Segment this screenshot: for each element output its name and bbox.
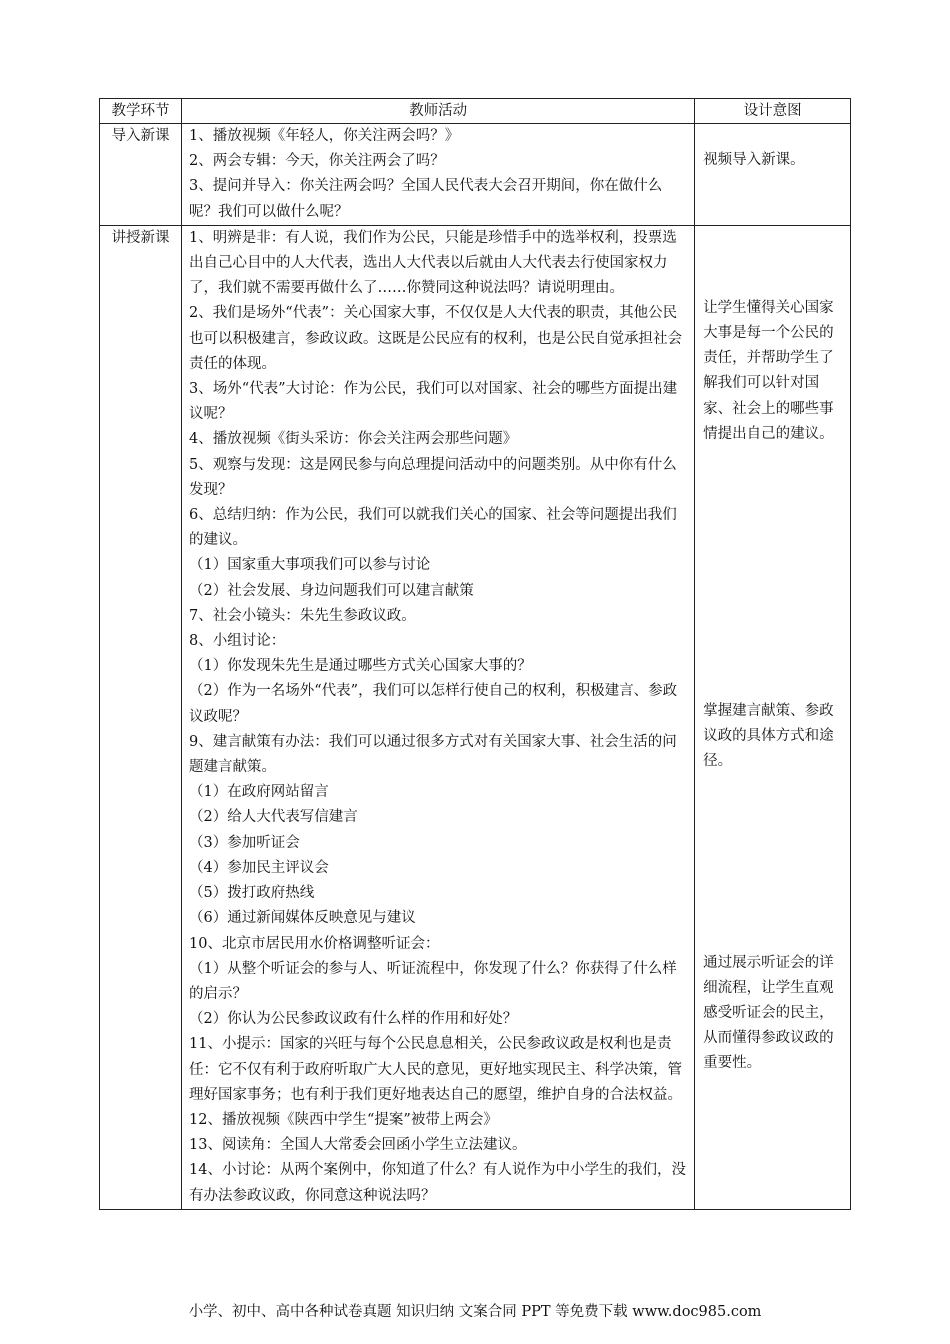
header-teacher-activity: 教师活动 [182, 99, 695, 124]
teacher-line: 8、小组讨论： [189, 633, 286, 650]
table-row-intro [100, 124, 851, 226]
teacher-activity-lecture [182, 225, 695, 1209]
teacher-line: （6）通过新闻媒体反映意见与建议 [189, 910, 416, 927]
teacher-line: 10、北京市居民用水价格调整听证会： [189, 935, 440, 952]
teacher-line: 6、总结归纳：作为公民，我们可以就我们关心的国家、社会等问题提出我们的建议。 [189, 507, 677, 549]
teacher-line: 7、社会小镜头：朱先生参政议政。 [189, 607, 416, 624]
teacher-line: （1）国家重大事项我们可以参与讨论 [189, 557, 431, 574]
teacher-line: （2）作为一名场外“代表”，我们可以怎样行使自己的权利，积极建言、参政议政呢？ [189, 683, 678, 725]
teacher-line: （2）给人大代表写信建言 [189, 809, 358, 826]
teacher-line: 14、小讨论：从两个案例中，你知道了什么？有人说作为中小学生的我们，没有办法参政议政，你同意这种说法吗？ [189, 1162, 686, 1204]
teacher-line: 1、播放视频《年轻人，你关注两会吗？》 [189, 128, 460, 144]
teacher-line: 2、两会专辑：今天，你关注两会了吗？ [189, 153, 445, 170]
teacher-line: （1）在政府网站留言 [189, 784, 329, 801]
design-intent-intro [695, 124, 851, 226]
stage-cell-lecture: 讲授新课 [100, 225, 182, 1209]
teacher-line: 9、建言献策有办法：我们可以通过很多方式对有关国家大事、社会生活的问题建言献策。 [189, 733, 677, 776]
teacher-line: （5）拨打政府热线 [189, 885, 315, 902]
teacher-line: 3、提问并导入：你关注两会吗？全国人民代表大会召开期间，你在做什么呢？我们可以做什么呢？ [189, 178, 663, 220]
teacher-line: （2）你认为公民参政议政有什么样的作用和好处？ [189, 1011, 518, 1028]
design-note: 掌握建言献策、参政议政的具体方式和途径。 [703, 703, 834, 770]
teacher-line: 12、播放视频《陕西中学生“提案”被带上两会》 [189, 1111, 498, 1128]
design-note: 让学生懂得关心国家大事是每一个公民的责任，并帮助学生了解我们可以针对国家、社会上的哪些事情提出自己的建议。 [703, 299, 834, 442]
stage-cell-intro: 导入新课 [100, 124, 182, 226]
page-footer: 小学、初中、高中各种试卷真题 知识归纳 文案合同 PPT 等免费下载 www.doc985.com [188, 1304, 762, 1320]
teacher-line: 4、播放视频《街头采访：你会关注两会那些问题》 [189, 431, 518, 448]
teacher-line: （2）社会发展、身边问题我们可以建言献策 [189, 582, 474, 599]
teacher-line: （3）参加听证会 [189, 834, 300, 851]
teacher-activity-intro [182, 124, 695, 226]
teacher-line: （1）你发现朱先生是通过哪些方式关心国家大事的？ [189, 658, 532, 675]
teacher-line: 11、小提示：国家的兴旺与每个公民息息相关，公民参政议政是权利也是责任：它不仅有利于政府听取广大人民的意见，更好地实现民主、科学决策，管理好国家事务；也有利于我们更好地表达自己的愿望，维护自身的合法权益。 [189, 1036, 683, 1103]
teacher-line: （1）从整个听证会的参与人、听证流程中，你发现了什么？你获得了什么样的启示？ [189, 960, 677, 1002]
teacher-line: 5、观察与发现：这是网民参与向总理提问活动中的问题类别。从中你有什么发现？ [189, 456, 677, 498]
design-note: 通过展示听证会的详细流程，让学生直观感受听证会的民主，从而懂得参政议政的重要性。 [703, 954, 834, 1072]
teacher-line: 1、明辨是非：有人说，我们作为公民，只能是珍惜手中的选举权利，投票选出自己心目中的人大代表，选出人大代表以后就由人大代表去行使国家权力了，我们就不需要再做什么了……你赞同这种说法吗？请说明理由。 [189, 229, 677, 297]
teacher-line: （4）参加民主评议会 [189, 859, 329, 876]
table-row-lecture [100, 225, 851, 1209]
header-design-intent: 设计意图 [695, 99, 851, 124]
table-header-row [100, 99, 851, 124]
design-note: 视频导入新课。 [703, 152, 805, 168]
teacher-line: 2、我们是场外“代表”：关心国家大事，不仅仅是人大代表的职责，其他公民也可以积极建言，参政议政。这既是公民应有的权利，也是公民自觉承担社会责任的体现。 [189, 305, 683, 372]
header-stage: 教学环节 [100, 99, 182, 124]
lesson-plan-table [99, 98, 851, 1210]
teacher-line: 3、场外“代表”大讨论：作为公民，我们可以对国家、社会的哪些方面提出建议呢？ [189, 381, 678, 423]
design-intent-lecture [695, 225, 851, 1209]
teacher-line: 13、阅读角：全国人大常委会回函小学生立法建议。 [189, 1137, 527, 1154]
